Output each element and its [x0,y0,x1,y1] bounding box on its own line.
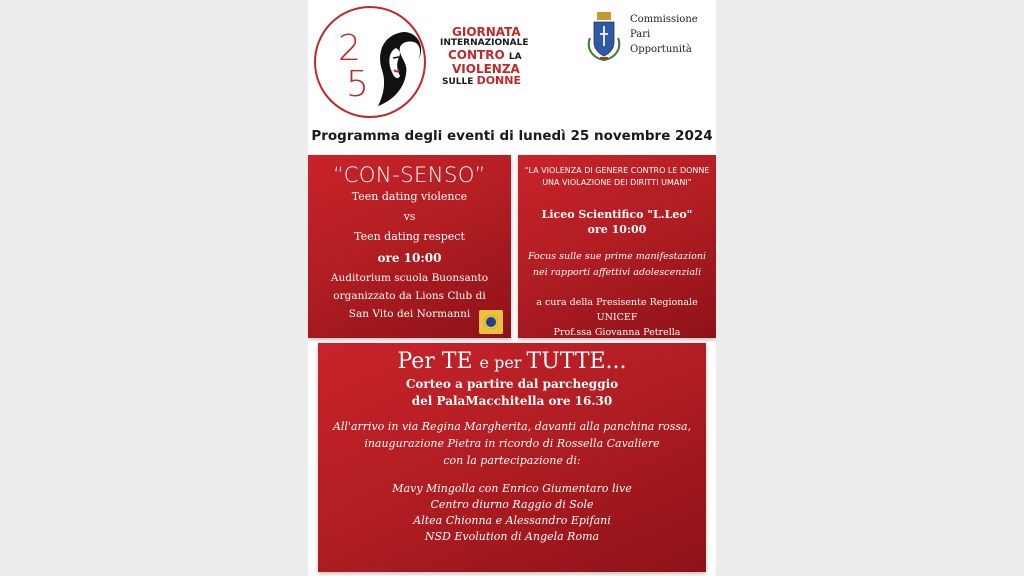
city-crest-icon [584,12,624,64]
logo-digit-2: 2 [338,28,361,69]
con-senso-line-2: vs [403,210,416,223]
lions-club-icon [479,310,503,334]
liceo-organizer [518,295,716,340]
logo-digit-5: 5 [346,64,369,105]
corteo-title: Per TE e per TUTTE... [397,349,627,374]
page-title: Programma degli eventi di lunedì 25 novembre 2024 [311,128,713,144]
liceo-place [518,207,716,237]
liceo-place-name: Liceo Scientifico "L.Leo" [541,208,693,221]
liceo-quote [518,165,716,189]
participants-list [318,481,706,545]
event-card-con-senso [308,155,511,338]
con-senso-line-3: Teen dating respect [354,230,465,243]
commission-name [630,12,714,57]
logo-line-giornata: GIORNATA [452,25,521,39]
commission-line-2: Pari Opportunità [630,29,692,55]
con-senso-line-1: Teen dating violence [351,190,468,203]
commission-line-1: Commissione [630,14,698,25]
liceo-organizer-line: a cura della Presisente Regionale UNICEF [536,297,698,323]
logo-digits [338,28,369,105]
logo-line-contro: CONTRO LA [448,48,522,62]
liceo-organizer-line: Prof.ssa Giovanna Petrella [553,327,681,338]
corteo-details-line: del PalaMacchitella ore 16.30 [411,394,613,408]
corteo-arrival-line: con la partecipazione di: [443,454,581,467]
liceo-quote-line: UNA VIOLAZIONE DEI DIRITTI UMANI” [542,178,692,187]
liceo-focus-line: nei rapporti affettivi adolescenziali [532,267,702,278]
liceo-focus-line: Focus sulle sue prime manifestazioni [527,251,707,262]
logo-title [436,26,536,88]
con-senso-title: “CON-SENSO” [333,163,486,187]
con-senso-place-line: San Vito dei Normanni [348,308,471,320]
participant-item: Centro diurno Raggio di Sole [430,498,594,511]
participant-item: Altea Chionna e Alessandro Epifani [413,514,611,527]
logo-line-donne: SULLE DONNE [442,74,521,87]
corteo-arrival [318,418,706,469]
liceo-time: ore 10:00 [587,223,647,236]
liceo-focus [518,249,716,281]
corteo-details [318,376,706,410]
con-senso-time: ore 10:00 [377,251,442,265]
corteo-arrival-line: All'arrivo in via Regina Margherita, davanti alla panchina rossa, [332,420,692,433]
logo-line-violenza: VIOLENZA [452,62,520,76]
liceo-quote-line: “LA VIOLENZA DI GENERE CONTRO LE DONNE [524,166,710,175]
day-logo [314,6,426,118]
event-card-corteo [318,343,706,572]
corteo-arrival-line: inaugurazione Pietra in ricordo di Rossella Cavaliere [364,437,660,450]
logo-line-internazionale: INTERNAZIONALE [440,38,529,48]
con-senso-place-line: Auditorium scuola Buonsanto [330,272,489,284]
corteo-details-line: Corteo a partire dal parcheggio [405,377,619,391]
event-card-liceo [518,155,716,338]
event-poster [308,0,716,576]
con-senso-place-line: organizzato da Lions Club di [333,290,486,302]
woman-face-icon [374,30,424,108]
participant-item: Mavy Mingolla con Enrico Giumentaro live [392,482,632,495]
participant-item: NSD Evolution di Angela Roma [424,530,600,543]
